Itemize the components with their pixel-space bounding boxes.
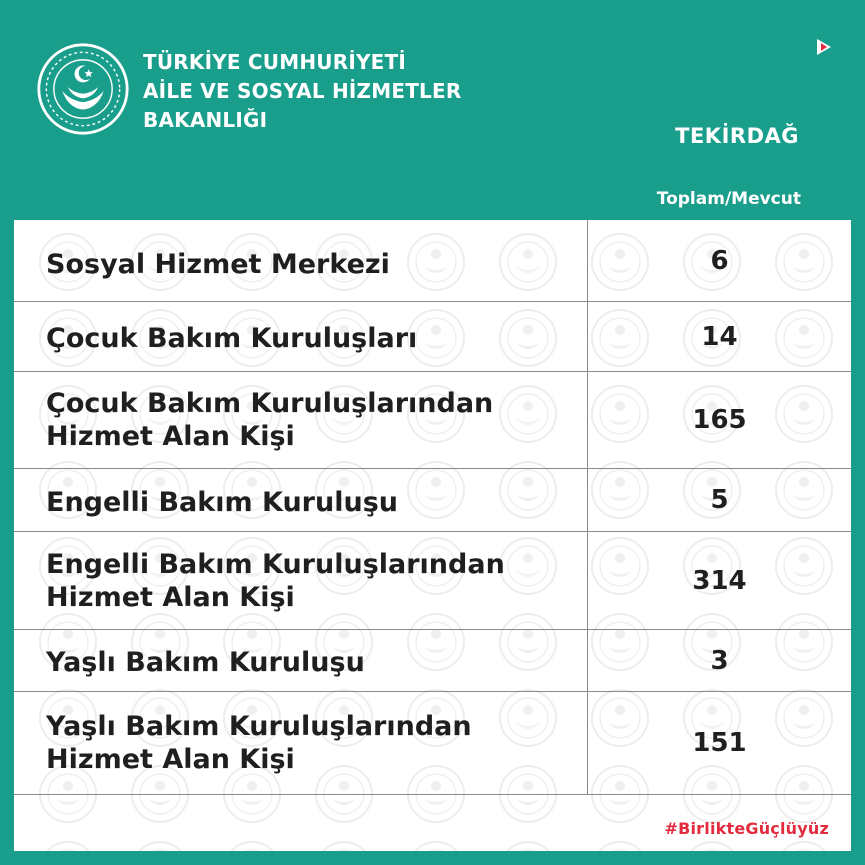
table-row (14, 532, 851, 630)
stats-table (14, 220, 851, 795)
row-label (14, 302, 588, 371)
table-row (14, 220, 851, 302)
table-row (14, 630, 851, 692)
table-row (14, 372, 851, 469)
row-label-line: Sosyal Hizmet Merkezi (46, 249, 390, 280)
campaign-hashtag: #BirlikteGüçlüyüz (664, 819, 829, 838)
ministry-emblem-icon (36, 42, 130, 136)
row-value: 151 (692, 728, 747, 758)
row-label-line: Engelli Bakım Kuruluşlarından (46, 548, 505, 580)
data-panel (14, 220, 851, 851)
city-title: TEKİRDAĞ (675, 124, 799, 148)
row-value: 314 (692, 565, 747, 596)
row-label-line: Yaşlı Bakım Kuruluşu (46, 647, 365, 678)
row-value: 3 (710, 645, 729, 676)
row-value: 14 (701, 321, 738, 352)
organization-name (143, 48, 461, 135)
row-label-line: Hizmet Alan Kişi (46, 421, 295, 452)
row-label-line: Çocuk Bakım Kuruluşlarından (46, 388, 494, 419)
row-value: 5 (710, 485, 729, 515)
row-value: 6 (710, 245, 729, 276)
row-label (14, 630, 588, 691)
row-label-line: Çocuk Bakım Kuruluşları (46, 323, 418, 354)
row-label (14, 469, 588, 531)
play-icon[interactable] (816, 38, 832, 56)
column-header: Toplam/Mevcut (656, 189, 801, 209)
row-label-line: Yaşlı Bakım Kuruluşlarından (46, 711, 472, 742)
row-label (14, 692, 588, 794)
row-label-line: Hizmet Alan Kişi (46, 744, 295, 775)
table-row (14, 469, 851, 532)
row-value: 165 (692, 405, 747, 435)
row-label-line: Engelli Bakım Kuruluşu (46, 486, 398, 518)
row-label-line: Hizmet Alan Kişi (46, 581, 295, 613)
table-row (14, 692, 851, 795)
row-label (14, 220, 588, 301)
row-label (14, 372, 588, 468)
table-row (14, 302, 851, 372)
org-line-2: AİLE VE SOSYAL HİZMETLER (143, 79, 462, 103)
org-line-1: TÜRKİYE CUMHURİYETİ (143, 50, 406, 74)
row-label (14, 532, 588, 629)
org-line-3: BAKANLIĞI (143, 108, 268, 132)
